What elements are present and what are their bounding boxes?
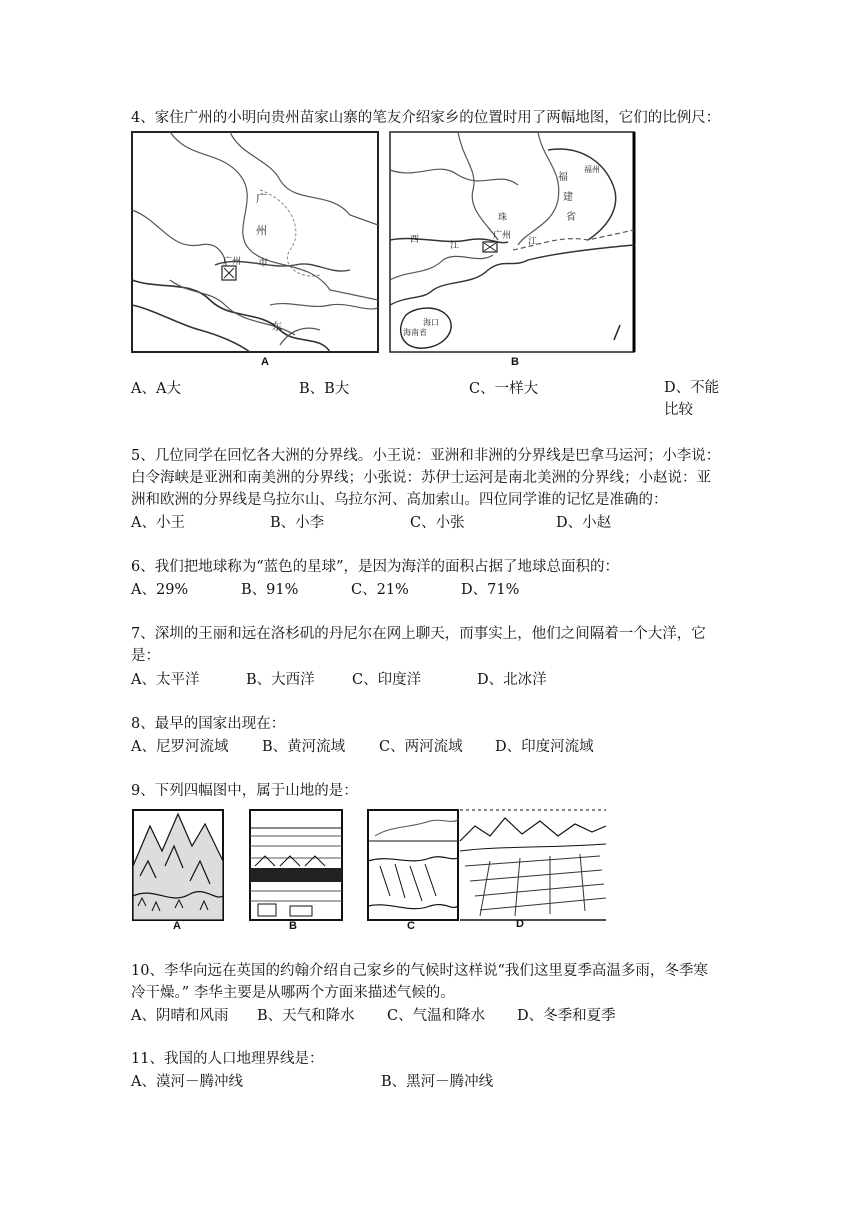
landform-d-basin-icon [460, 810, 606, 920]
q5-line-2: 白令海峡是亚洲和南美洲的分界线；小张说：苏伊士运河是南北美洲的分界线；小赵说：亚 [131, 470, 711, 486]
question-9-stem [131, 780, 731, 802]
q7-option-a[interactable]: A、太平洋 [131, 672, 200, 688]
q6-text: 6、我们把地球称为“蓝色的星球”，是因为海洋的面积占据了地球总面积的： [131, 559, 620, 575]
map-a-label-guang: 广 [256, 192, 267, 205]
question-6-stem [131, 556, 731, 578]
q10-line-1: 10、李华向远在英国的约翰介绍自己家乡的气候时这样说“我们这里夏季高温多雨，冬季寒 [131, 963, 708, 979]
q4-option-a[interactable]: A、A大 [131, 381, 181, 397]
map-b-label-hainan: 海南省 [403, 328, 427, 337]
question-10-stem [131, 960, 731, 1004]
map-a-caption: A [261, 356, 269, 368]
map-b-label-jiang2: 江 [528, 237, 538, 247]
map-b-label-jiang: 江 [450, 241, 460, 251]
q4-option-c[interactable]: C、一样大 [469, 381, 539, 397]
q10-line-2: 冷干燥。” 李华主要是从哪两个方面来描述气候的。 [131, 985, 455, 1001]
q6-option-d[interactable]: D、71% [461, 582, 520, 598]
question-10-options [131, 1004, 731, 1026]
question-5-stem [131, 445, 731, 511]
q5-line-3: 洲和欧洲的分界线是乌拉尔山、乌拉尔河、高加索山。四位同学谁的记忆是准确的： [131, 492, 668, 508]
question-7-stem [131, 623, 731, 667]
question-7-options [131, 668, 731, 690]
q8-option-b[interactable]: B、黄河流域 [262, 739, 346, 755]
map-a-label-dong: 东 [272, 322, 282, 333]
question-4-text: 4、家住广州的小明向贵州苗家山寨的笔友介绍家乡的位置时用了两幅地图，它们的比例尺： [131, 110, 721, 126]
map-b-label-xi: 西 [410, 235, 420, 245]
q5-option-d[interactable]: D、小赵 [556, 515, 612, 531]
q11-option-b[interactable]: B、黑河－腾冲线 [381, 1074, 494, 1090]
map-b-label-fu: 福 [558, 172, 568, 183]
q7-option-b[interactable]: B、大西洋 [246, 672, 315, 688]
q8-option-c[interactable]: C、两河流域 [379, 739, 463, 755]
landform-c-plateau-icon [368, 810, 458, 920]
map-b-label-sheng: 省 [566, 212, 576, 223]
map-b-drawing [388, 130, 638, 370]
q6-option-b[interactable]: B、91% [241, 582, 299, 598]
question-4-stem [131, 107, 731, 129]
map-a-label-guangzhou: 广州 [223, 257, 242, 267]
map-b [388, 130, 638, 370]
landform-a-mountains-icon [133, 810, 223, 920]
q7-option-d[interactable]: D、北冰洋 [477, 672, 547, 688]
map-a-drawing [130, 130, 380, 370]
question-6-options [131, 578, 731, 600]
map-b-caption: B [511, 356, 519, 368]
landform-a-caption: A [173, 920, 181, 932]
map-b-label-fuzhou: 福州 [584, 165, 600, 174]
q6-option-a[interactable]: A、29% [131, 582, 189, 598]
q5-option-b[interactable]: B、小李 [270, 515, 325, 531]
map-a [130, 130, 380, 370]
landform-d-caption: D [516, 918, 524, 930]
q11-text: 11、我国的人口地理界线是： [131, 1051, 324, 1067]
q9-text: 9、下列四幅图中，属于山地的是： [131, 783, 358, 799]
q10-option-a[interactable]: A、阴晴和风雨 [131, 1008, 229, 1024]
q7-line-1: 7、深圳的王丽和远在洛杉矶的丹尼尔在网上聊天，而事实上，他们之间隔着一个大洋，它 [131, 626, 706, 642]
q4-option-d[interactable]: D、不能比较 [664, 380, 720, 418]
q8-option-a[interactable]: A、尼罗河流域 [131, 739, 229, 755]
q8-option-d[interactable]: D、印度河流域 [495, 739, 594, 755]
q5-option-a[interactable]: A、小王 [131, 515, 185, 531]
q5-option-c[interactable]: C、小张 [410, 515, 465, 531]
q4-option-b[interactable]: B、B大 [299, 381, 350, 397]
q7-option-c[interactable]: C、印度洋 [352, 672, 422, 688]
map-a-label-shi: 市 [258, 258, 268, 269]
landform-c-caption: C [407, 920, 415, 932]
q8-text: 8、最早的国家出现在： [131, 716, 286, 732]
q5-line-1: 5、几位同学在回忆各大洲的分界线。小王说：亚洲和非洲的分界线是巴拿马运河；小李说： [131, 448, 721, 464]
q6-option-c[interactable]: C、21% [351, 582, 409, 598]
q10-option-b[interactable]: B、天气和降水 [257, 1008, 355, 1024]
map-b-label-haikou: 海口 [423, 318, 439, 327]
landform-b-plain-icon [250, 810, 342, 920]
question-11-options [131, 1070, 731, 1092]
map-b-label-jian: 建 [563, 192, 573, 203]
question-4-options [131, 377, 731, 418]
q10-option-d[interactable]: D、冬季和夏季 [517, 1008, 616, 1024]
q11-option-a[interactable]: A、漠河－腾冲线 [131, 1074, 243, 1090]
question-5-options [131, 511, 731, 533]
map-a-label-zhou: 州 [256, 224, 267, 237]
q7-line-2: 是： [131, 648, 160, 664]
map-b-label-guangzhou: 广州 [493, 231, 512, 241]
landform-b-caption: B [289, 920, 297, 932]
q10-option-c[interactable]: C、气温和降水 [387, 1008, 486, 1024]
question-11-stem [131, 1048, 731, 1070]
question-8-options [131, 735, 731, 757]
landform-figures [130, 806, 610, 936]
landform-drawings [130, 806, 610, 936]
question-8-stem [131, 713, 731, 735]
map-b-label-zhu: 珠 [498, 213, 508, 223]
